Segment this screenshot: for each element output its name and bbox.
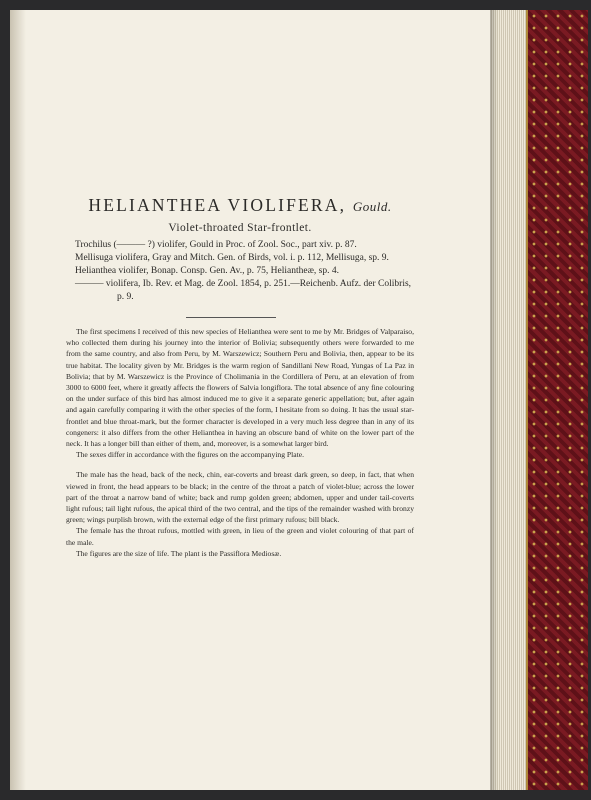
divider-rule bbox=[186, 317, 276, 318]
species-author: Gould. bbox=[352, 199, 392, 214]
synonymy bbox=[75, 239, 435, 304]
paragraph: The first specimens I received of this new species of Helianthea were sent to me by Mr. Bridges of Valparaiso, who collected them during his journey into the interior of Bolivia; subsequently others were forwarded to me from the same country, and also from Peru, by M. Warszewicz; Southern Peru and Bolivia, then, appear to be its true habitat. The locality given by Mr. Bridges is the warm region of Sandillani New Road, Yungas of La Paz in Bolivia; that by M. Warszewicz is the Province of Cholimania in the Cordillera of Peru, at an elevation of from 3000 to 6000 feet, where it greatly affects the flowers of Salvia longiflora. The total absence of any fine colouring on the under surface of this bird has almost induced me to give it a separate generic appellation; but, after again and again carefully comparing it with the other species of the form, I hesitate from so doing. It has the usual star-frontlet and blue throat-mark, but the former character is developed in a very much less degree than in any of its congeners: it also differs from the other Helianthea in having an obscure band of white on the lower part of the neck. It has a longer bill than either of them, and, moreover, is a somewhat larger bird. bbox=[66, 327, 414, 449]
synonym-line: ——— violifera, Ib. Rev. et Mag. de Zool. 1854, p. 251.—Reichenb. Aufz. der Colibris, bbox=[75, 279, 412, 289]
paragraph: The figures are the size of life. The plant is the Passiflora Mediosæ. bbox=[76, 548, 282, 558]
paragraph: The female has the throat rufous, mottled with green, in lieu of the green and violet colouring of that part of the male. bbox=[66, 526, 414, 547]
book-binding bbox=[526, 10, 588, 790]
synonym-line: Trochilus (——— ?) violifer, Gould in Proc. of Zool. Soc., part xiv. p. 87. bbox=[75, 240, 357, 250]
synonym-line: Helianthea violifer, Bonap. Consp. Gen. Av., p. 75, Heliantheæ, sp. 4. bbox=[75, 266, 339, 276]
common-name: Violet-throated Star-frontlet. bbox=[168, 222, 312, 234]
body-text bbox=[66, 326, 414, 559]
species-name: HELIANTHEA VIOLIFERA, bbox=[88, 195, 347, 215]
species-title bbox=[0, 195, 480, 216]
synonym-line: p. 9. bbox=[117, 292, 134, 302]
page-edges-shadow bbox=[490, 10, 498, 790]
paragraph: The male has the head, back of the neck, chin, ear-coverts and breast dark green, so deep, in fact, that when viewed in front, the head appears to be black; in the centre of the throat a patch of violet-blue; across the lower part of the throat a narrow band of white; back and rump golden green; abdomen, upper and under tail-coverts light rufous; tail light rufous, the apical third of the two central, and the tips of the remainder washed with bronzy green; wings purplish brown, with the external edge of the first primary rufous; bill black. bbox=[66, 470, 414, 525]
paragraph: The sexes differ in accordance with the figures on the accompanying Plate. bbox=[76, 450, 305, 460]
synonym-line: Mellisuga violifera, Gray and Mitch. Gen. of Birds, vol. i. p. 112, Mellisuga, sp. 9. bbox=[75, 253, 389, 263]
page-gutter-shadow bbox=[10, 10, 26, 790]
